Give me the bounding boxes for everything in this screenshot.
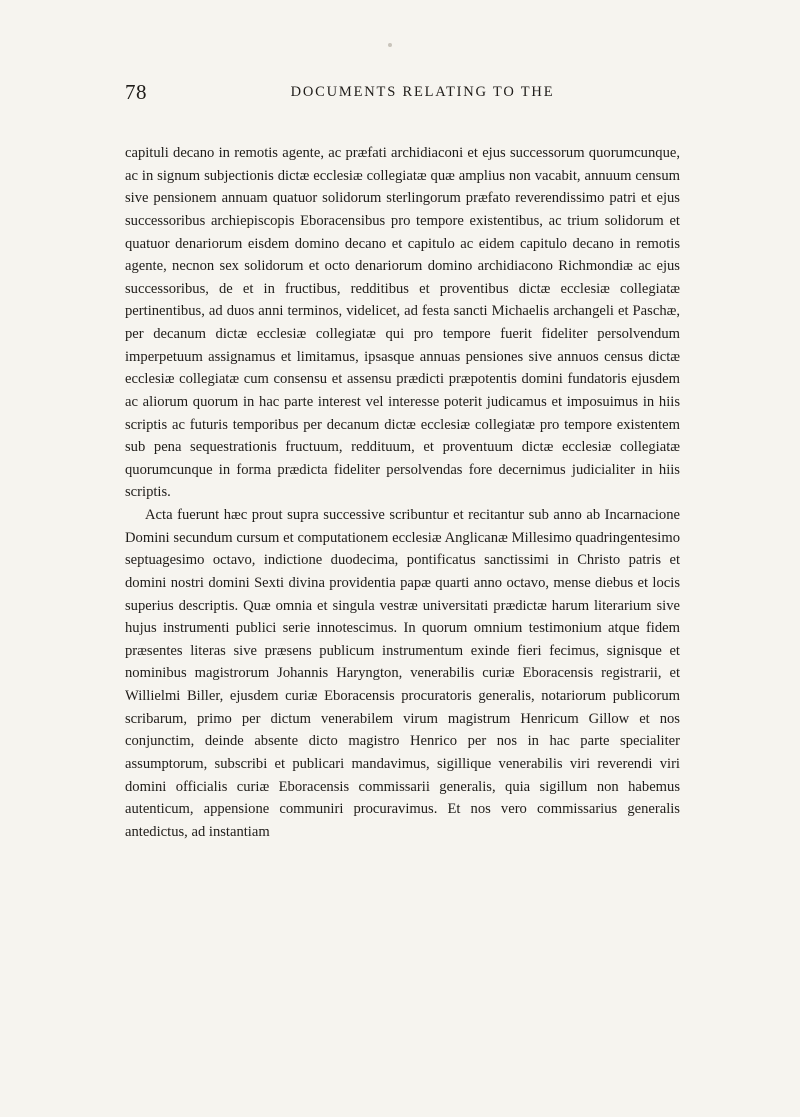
page-speck <box>388 43 392 47</box>
page-header <box>125 80 680 116</box>
body-text <box>125 142 680 843</box>
running-head: DOCUMENTS RELATING TO THE <box>290 84 555 100</box>
paragraph-2: Acta fuerunt hæc prout supra successive scribuntur et recitantur sub anno ab Incarnacione Domini secundum cursum et computationem ecclesiæ Anglicanæ Millesimo quadringentesimo septuagesimo octavo, indictione duodecima, pontificatus sanctissimi in Christo patris et domini nostri domini Sexti divina providentia papæ quarti anno octavo, mense diebus et locis superius descriptis. Quæ omnia et singula vestræ universitati prædictæ harum literarium sive hujus instrumenti publici serie innotescimus. In quorum omnium testimonium atque fidem præsentes literas sive præsens publicum instrumentum exinde fieri fecimus, signisque et nominibus magistrorum Johannis Haryngton, venerabilis curiæ Eboracensis registrarii, et Willielmi Biller, ejusdem curiæ Eboracensis procuratoris generalis, notariorum publicorum scribarum, primo per dictum venerabilem virum magistrum Henricum Gillow et nos conjunctim, deinde absente dicto magistro Henrico per nos in hac parte specialiter assumptorum, subscribi et publicari mandavimus, sigillique venerabilis viri reverendi viri domini officialis curiæ Eboracensis commissarii generalis, quia sigillum non habemus autenticum, appensione communiri procuravimus. Et nos vero commissarius generalis antedictus, ad instantiam <box>125 507 680 840</box>
page-number: 78 <box>125 80 147 104</box>
paragraph-1: capituli decano in remotis agente, ac præfati archidiaconi et ejus successorum quorumcunque, ac in signum subjectionis dictæ ecclesiæ collegiatæ quæ amplius non vacabit, annuum censum sive pensionem annuam quatuor solidorum sterlingorum præfato reverendissimo patri et ejus successoribus archiepiscopis Eboracensibus pro tempore existentibus, ac trium solidorum et quatuor denariorum eisdem domino decano et capitulo ac eidem capitulo decano in remotis agente, necnon sex solidorum et octo denariorum domino archidiacono Richmondiæ ac ejus successoribus, de et in fructibus, redditibus et proventibus dictæ ecclesiæ collegiatæ pertinentibus, ad duos anni terminos, videlicet, ad festa sancti Michaelis archangeli et Paschæ, per decanum dictæ ecclesiæ collegiatæ qui pro tempore fuerit fideliter persolvendum imperpetuum assignamus et limitamus, ipsasque annuas pensiones sive annuos census dictæ ecclesiæ collegiatæ cum consensu et assensu prædicti præpotentis domini fundatoris ejusdem ac aliorum quorum in hac parte interest vel interesse poterit judicamus et imposuimus in hiis scriptis ac futuris temporibus per decanum dictæ ecclesiæ collegiatæ pro tempore existentem sub pena sequestrationis fructuum, reddituum, et proventuum dictæ ecclesiæ collegiatæ quorumcunque in forma prædicta fideliter persolvendas fore decernimus judicialiter in hiis scriptis. <box>125 145 680 501</box>
